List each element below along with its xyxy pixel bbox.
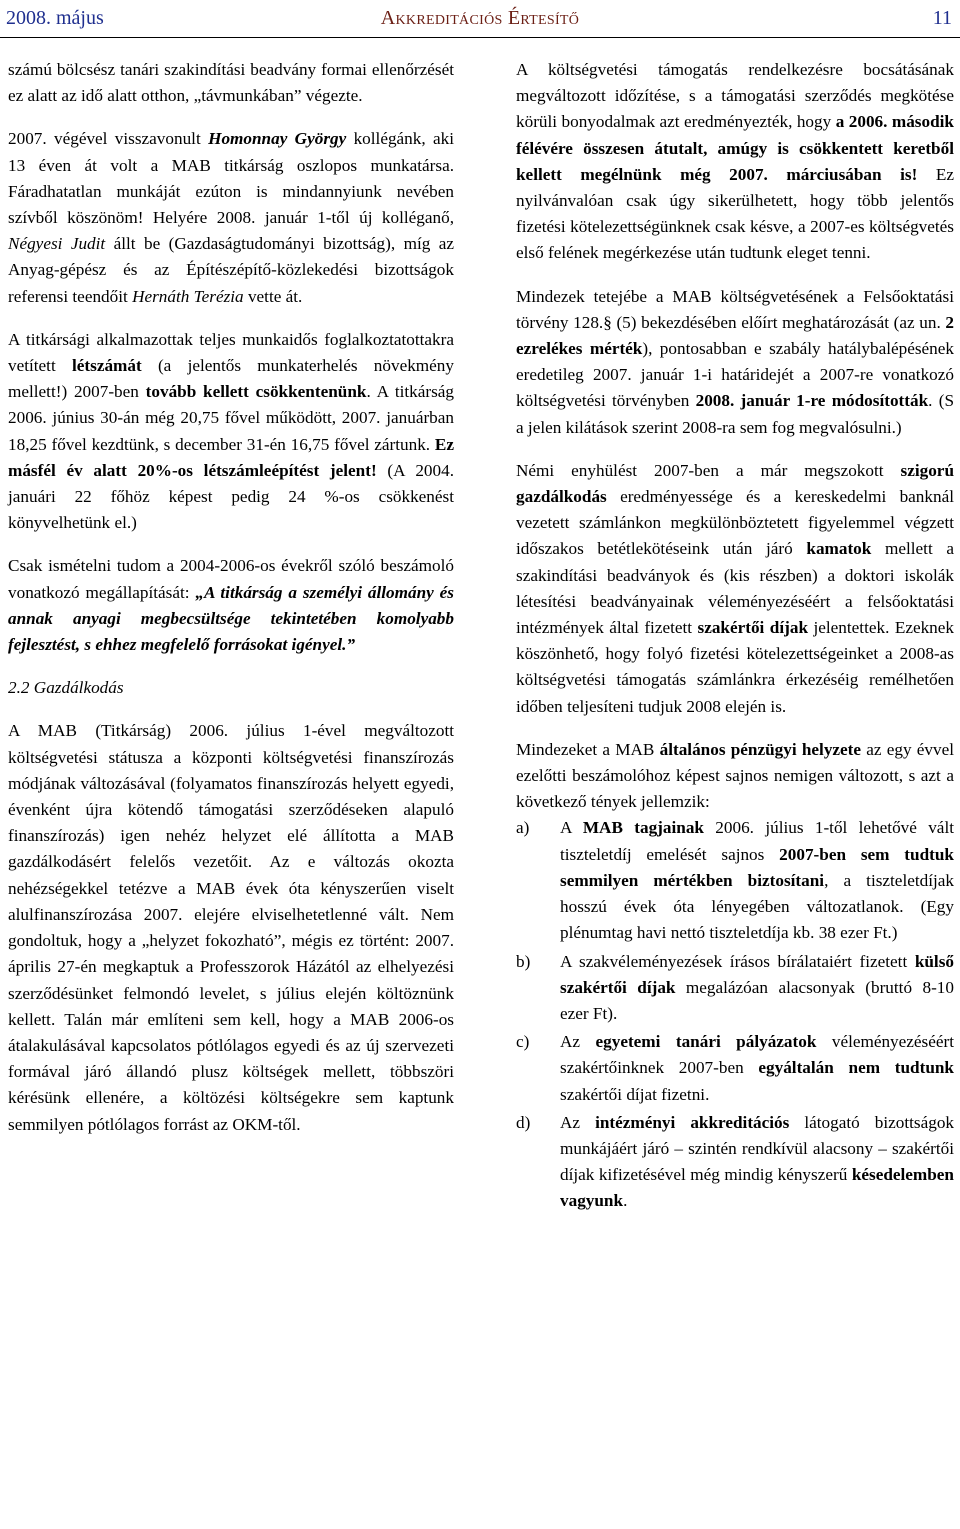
page-header — [0, 0, 960, 36]
paragraph: A MAB (Titkárság) 2006. július 1-ével megváltozott költségvetési státusza a központi költségvetési finanszírozás módjának változásával (folyamatos finanszírozás helyett egyedi, évenként újra kötendő támogatási szerződéseken alapuló finanszírozás) igen nehéz helyzet elé állította a MAB gazdálkodásért felelős vezetőit. Az e változás okozta nehézségekkel tetézve a MAB évek óta kényszerűen viselt alulfinanszírozása 2007. elejére elviselhetetlenné vált. Nem gondoltuk, hogy a „helyzet fokozható”, mégis ez történt: 2007. április 27-én megkaptuk a Professzorok Házától az elhelyezési szerződésünket felmondó levelet, s július elején költöznünk kellett. Talán már említeni sem kell, hogy a MAB 2006-os átalakulásával kapcsolatos pótlólagos egyedi és az új szervezeti formával járó állandó plusz költségek mellett, többszöri kérésünk ellenére, a költözési költségekre sem kaptunk semmilyen pótlólagos forrást az OKM-től. — [8, 721, 454, 1134]
paragraph: A titkársági alkalmazottak teljes munkaidős foglalkoztatottakra vetített létszámát (a jelentős munkaterhelés növekmény mellett!) 2007-ben tovább kellett csökkentenünk. A titkárság 2006. június 30-án még 20,75 fővel működött, 2007. januárban 18,25 fővel kezdtünk, s december 31-én 16,75 fővel zártunk. Ez másfél év alatt 20%-os létszámleépítést jelent! (A 2004. januári 22 főhöz képest pedig 24 %-os csökkenést könyvelhetünk el.) — [8, 329, 454, 533]
list-label: c) — [516, 1032, 530, 1052]
issue-date: 2008. május — [6, 7, 104, 29]
list-label: d) — [516, 1112, 531, 1132]
paragraph: 2007. végével visszavonult Homonnay György kollégánk, aki 13 éven át volt a MAB titkárság oszlopos munkatársa. Fáradhatatlan munkáját ezúton is mindannyiunk nevében szívből köszönöm! Helyére 2008. január 1-től új kolléganő, Négyesi Judit állt be (Gazdaságtudományi bizottság), míg az Anyag-gépész és az Építészépítő-közlekedési bizottságok referensi teendőit Hernáth Terézia vette át. — [8, 129, 454, 306]
paragraph: Mindezek tetejébe a MAB költségvetésének a Felsőoktatási törvény 128.§ (5) bekezdésében előírt meghatározását (az un. 2 ezrelékes mérték), pontosabban e szabály hatálybalépésének eredetileg 2007. január 1-i határidejét a 2007-re vonatkozó költségvetési törvényben 2008. január 1-re módosították. (S a jelen kilátások szerint 2008-ra sem fog megvalósulni.) — [516, 286, 955, 437]
paragraph: Mindezeket a MAB általános pénzügyi helyzete az egy évvel ezelőtti beszámolóhoz képest sajnos nemigen változott, s azt a következő tények jellemzik: — [516, 739, 955, 812]
header-rule — [0, 37, 960, 38]
list-label: a) — [516, 818, 530, 838]
list-label: b) — [516, 951, 531, 971]
paragraph: Némi enyhülést 2007-ben a már megszokott szigorú gazdálkodás eredményessége és a kereskedelmi banknál vezetett számlánkon megkülönböztetett figyelemmel végzett időszakos betétlekötéseink után járó kamatok mellett a szakindítási beadványok és (kis részben) a doktori iskolák létesítési beadványainak véleményezéséért a felsőoktatási intézmények által fizetett szakértői díjak jelentettek. Ezeknek köszönhető, hogy folyó fizetési kötelezettségeinket a 2008-as költségvetési támogatás számlánkra érkezéséig remélhetően időben teljesíteni tudjuk 2008 elején is. — [516, 460, 955, 716]
list-item: b) A szakvéleményezések írásos bírálataiért fizetett külső szakértői díjak megalázóan alacsonyak (bruttó 8-10 ezer Ft). — [516, 949, 954, 1028]
page-number: 11 — [932, 7, 952, 29]
list-item: d) Az intézményi akkreditációs látogató bizottságok munkájáért járó – szintén rendkívül alacsony – szakértői díjak kifizetésével még mindig kényszerű késedelemben vagyunk. — [516, 1110, 954, 1215]
publication-title: Akkreditációs Értesítő — [380, 7, 580, 29]
paragraph: számú bölcsész tanári szakindítási beadvány formai ellenőrzését ez alatt az idő alatt otthon, „távmunkában” végezte. — [8, 60, 454, 106]
fact-list — [516, 815, 954, 1214]
left-column — [8, 57, 454, 1138]
list-item: a) A MAB tagjainak 2006. július 1-től lehetővé vált tiszteletdíj emelését sajnos 2007-ben sem tudtuk semmilyen mértékben biztosítani, a tiszteletdíjak hosszú évek óta lényegében változatlanok. (Egy plénumtag havi nettó tiszteletdíja kb. 38 ezer Ft.) — [516, 815, 954, 946]
list-item: c) Az egyetemi tanári pályázatok véleményezéséért szakértőinknek 2007-ben egyáltalán nem tudtunk szakértői díjat fizetni. — [516, 1029, 954, 1108]
section-heading: 2.2 Gazdálkodás — [8, 678, 124, 698]
right-column — [516, 57, 954, 1215]
paragraph: A költségvetési támogatás rendelkezésre bocsátásának megváltozott időzítése, s a támogatási szerződés megkötése körüli bonyodalmak azt eredményezték, hogy a 2006. második félévére összesen átutalt, amúgy is csökkentett keretből kellett megélnünk még 2007. márciusában is! Ez nyilvánvalóan csak úgy sikerülhetett, hogy több jelentős fizetési kötelezettségünknek csak késve, a 2007-es költségvetés első felének megérkezése után tudtunk eleget tenni. — [516, 60, 954, 263]
paragraph: Csak ismételni tudom a 2004-2006-os évekről szóló beszámoló vonatkozó megállapítását: „A titkárság a személyi állomány és annak anyagi megbecsültsége tekintetében komolyabb fejlesztést, s ehhez megfelelő forrásokat igényel.” — [8, 556, 454, 655]
